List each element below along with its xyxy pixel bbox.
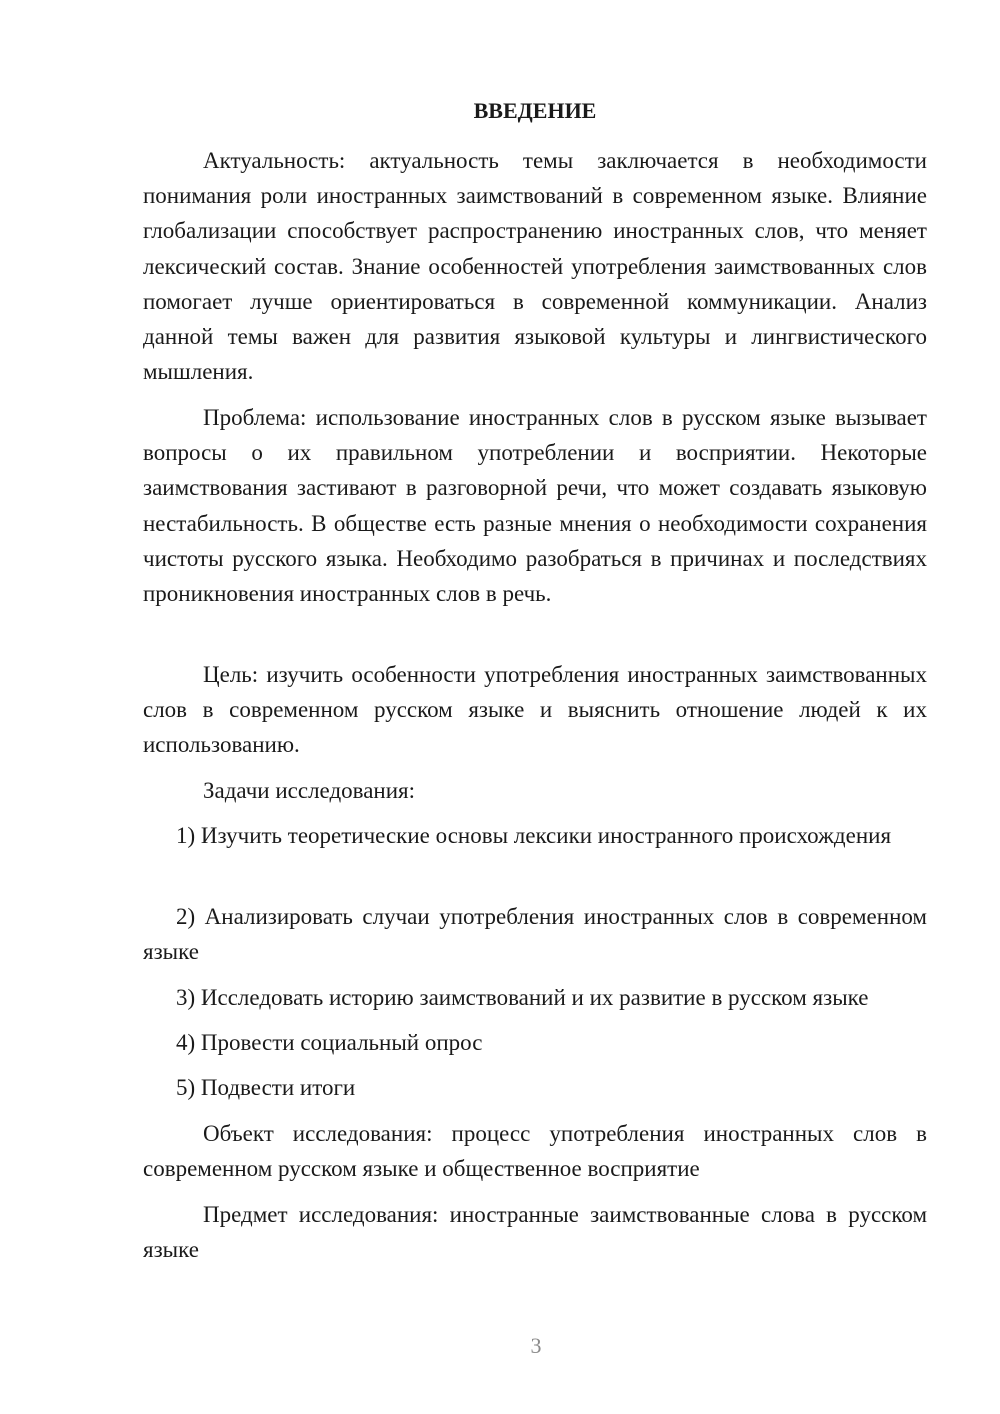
paragraph-tasks-title: Задачи исследования:	[203, 778, 416, 803]
task-item: 4) Провести социальный опрос	[176, 1030, 483, 1055]
task-item: 1) Изучить теоретические основы лексики иностранного происхождения	[176, 823, 892, 848]
paragraph-problem: Проблема: использование иностранных слов в русском языке вызывает вопросы о их правильном употреблении и восприятии. Некоторые заимствования застивают в разговорной речи, что может создавать языковую нестабильность. В обществе есть разные мнения о необходимости сохранения чистоты русского языка. Необходимо разобраться в причинах и последствиях проникновения иностранных слов в речь.	[143, 405, 927, 607]
paragraph-relevance: Актуальность: актуальность темы заключается в необходимости понимания роли иностранных заимствований в современном языке. Влияние глобализации способствует распространению иностранных слов, что меняет лексический состав. Знание особенностей употребления заимствованных слов помогает лучше ориентироваться в современной коммуникации. Анализ данной темы важен для развития языковой культуры и лингвистического мышления.	[143, 148, 927, 385]
paragraph-object: Объект исследования: процесс употребления иностранных слов в современном русском языке и общественное восприятие	[143, 1121, 927, 1182]
page-number: 3	[530, 1333, 542, 1358]
task-item: 3) Исследовать историю заимствований и их развитие в русском языке	[176, 985, 869, 1010]
section-heading: ВВЕДЕНИЕ	[473, 98, 597, 123]
paragraph-goal: Цель: изучить особенности употребления иностранных заимствованных слов в современном русском языке и выяснить отношение людей к их использованию.	[143, 662, 927, 758]
task-item: 5) Подвести итоги	[176, 1075, 356, 1100]
paragraph-subject: Предмет исследования: иностранные заимствованные слова в русском языке	[143, 1202, 927, 1263]
task-item: 2) Анализировать случаи употребления иностранных слов в современном языке	[143, 904, 927, 965]
